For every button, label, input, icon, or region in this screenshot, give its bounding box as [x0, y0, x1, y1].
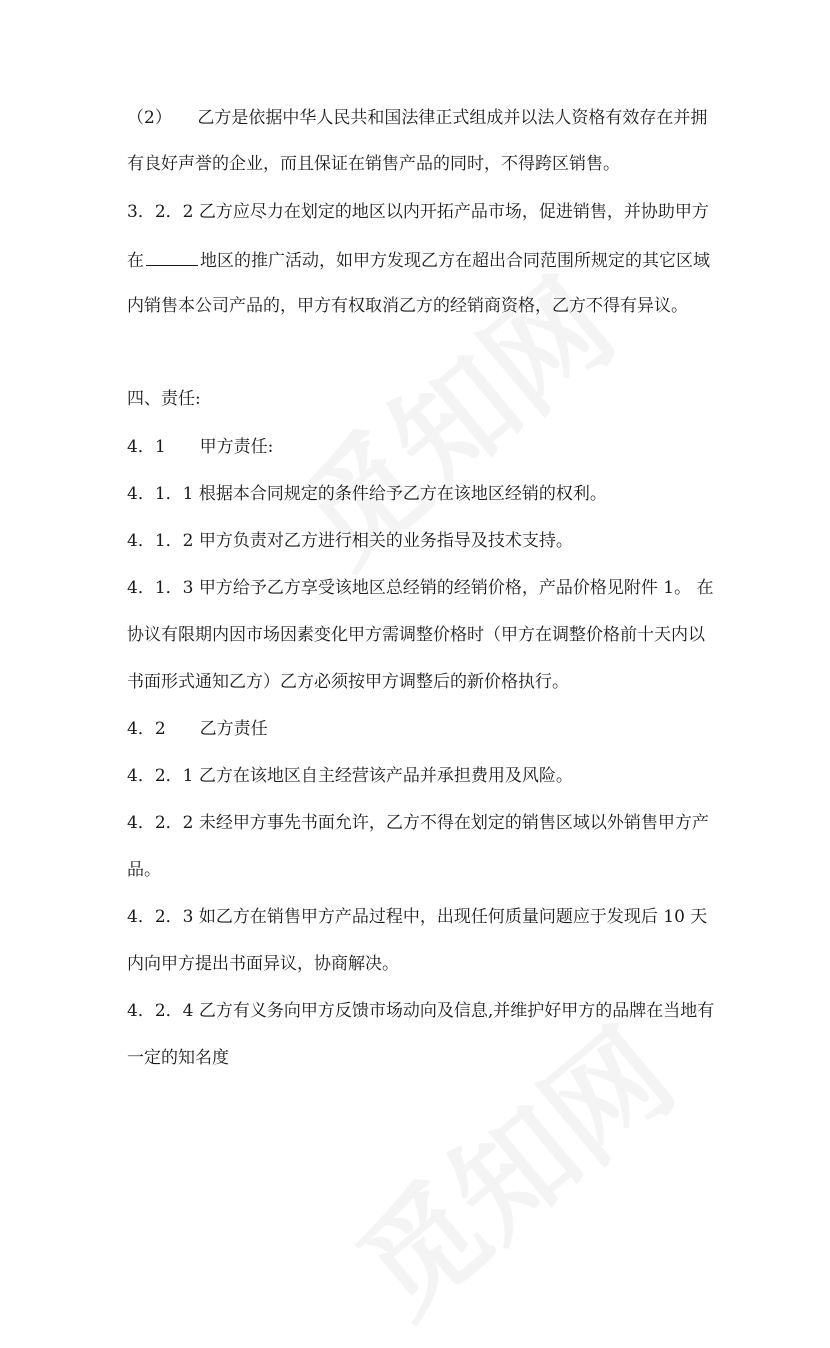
- fill-in-blank: [146, 247, 198, 266]
- paragraph-line: 4．2．3 如乙方在销售甲方产品过程中，出现任何质量问题应于发现后 10 天: [127, 907, 708, 927]
- paragraph-line: 协议有限期内因市场因素变化甲方需调整价格时（甲方在调整价格前十天内以: [127, 625, 705, 645]
- paragraph-line: [127, 247, 710, 273]
- paragraph-line: 4．1．3 甲方给予乙方享受该地区总经销的经销价格，产品价格见附件 1。 在: [127, 578, 714, 598]
- paragraph-line: 4．1．2 甲方负责对乙方进行相关的业务指导及技术支持。: [127, 531, 573, 551]
- paragraph-line: 一定的知名度: [127, 1048, 229, 1068]
- paragraph-line: 4．2．1 乙方在该地区自主经营该产品并承担费用及风险。: [127, 766, 573, 786]
- paragraph-line: 4．1．1 根据本合同规定的条件给予乙方在该地区经销的权利。: [127, 484, 607, 504]
- subsection-heading: 4．1 甲方责任:: [127, 437, 274, 457]
- watermark: [317, 984, 703, 1347]
- section-heading: 四、责任:: [127, 389, 201, 409]
- paragraph-line: （2） 乙方是依据中华人民共和国法律正式组成并以法人资格有效存在并拥: [127, 108, 708, 128]
- paragraph-line: 4．2．2 未经甲方事先书面允许，乙方不得在划定的销售区域以外销售甲方产: [127, 813, 709, 833]
- paragraph-line: 内向甲方提出书面异议，协商解决。: [127, 954, 399, 974]
- paragraph-line: 书面形式通知乙方）乙方必须按甲方调整后的新价格执行。: [127, 672, 569, 692]
- paragraph-line: 3．2．2 乙方应尽力在划定的地区以内开拓产品市场，促进销售，并协助甲方: [127, 202, 709, 222]
- paragraph-line: 内销售本公司产品的，甲方有权取消乙方的经销商资格，乙方不得有异议。: [127, 296, 688, 316]
- paragraph-line: 4．2．4 乙方有义务向甲方反馈市场动向及信息,并维护好甲方的品牌在当地有: [127, 1001, 715, 1021]
- line-text-before-blank: 在: [127, 251, 144, 271]
- subsection-heading: 4．2 乙方责任: [127, 719, 268, 739]
- line-text-after-blank: 地区的推广活动，如甲方发现乙方在超出合同范围所规定的其它区域: [200, 251, 710, 271]
- paragraph-line: 有良好声誉的企业，而且保证在销售产品的同时，不得跨区销售。: [127, 154, 620, 174]
- paragraph-line: 品。: [127, 860, 161, 880]
